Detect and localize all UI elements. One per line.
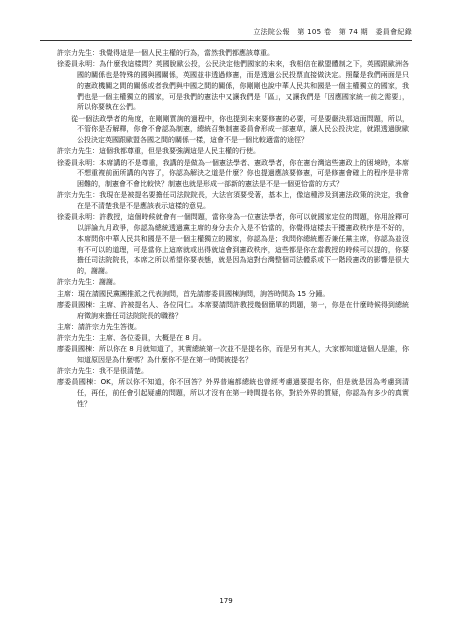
header-divider [40,40,412,41]
transcript-body [57,48,409,410]
transcript-paragraph: 徐委員永明：本席講的不是尊重，我講的是做為一個憲法學者、憲政學者，你在憲台灣這些憲政上的困境時，本席不想重複前面所講的內容了，你認為解決之道是什麼？你也提過應該要修憲，可是修憲會確上的程序是非常困難的，制憲會不會比較快？制憲也就是形成一部新的憲法是不是一個更恰當的方式？ [57,158,409,189]
transcript-paragraph: 許宗力先生：我不是很清楚。 [57,367,148,376]
page-header [248,27,412,37]
transcript-paragraph: 從一個法政學者的角度，在剛剛質詢的過程中，你也提到未來要修憲的必要，可是要嚴決那這面問題，所以，不管你是否解釋，你會不會認為制憲，總統召集制憲委員會形成一部憲草，讓人民公投決定，就跟透過脫歐公投決定英國跟歐盟各國之間的關係一樣，這會不是一個比較適當的途徑？ [57,114,409,145]
transcript-paragraph: 許宗力先生：這個我都尊重，但是我要強調這是人民主權的行使。 [57,147,260,156]
transcript-paragraph: 許宗力先生：我現在是被提名要擔任司法院院長，大法官須要受著，基本上，像這種涉及到憲法政策的決定，我會在是不清楚我是不是應該表示這樣的意見。 [57,191,409,211]
section-title: 委員會紀錄 [375,28,412,36]
publication-name: 立法院公報 [253,28,290,36]
issue-number: 第 74 期 [338,28,368,36]
transcript-paragraph: 廖委員國棟：OK，所以你不知道，你不回答？外界普遍都總統也曾經考慮過要提名你，但是就是因為考慮到清任，再任，前任會引起疑慮的問題，所以才沒有在第一時間提名你，對於外界的質疑，你認為有多少的真實性？ [57,378,409,408]
transcript-paragraph: 主席：請許宗力先生答復。 [57,322,141,331]
transcript-paragraph: 徐委員永明：為什麼我這樣問？英國脫歐公投，公民決定他們國家的未來，我相信在歐盟體制之下，英國跟歐洲各國的關係也是特殊的國與國關係，英國並非透過修憲，而是透過公民投票直接做決定。照釐是我們兩面是只的憲政機關之間的關係或者我們與中國之間的關係，你剛剛也說中華人民共和國是一個主權獨立的國家，我們也是一個主權獨立的國家，可是我們的憲法中又讓我們是「區」，又讓我們是「因應國家統一前之需要」，所以你要執在公們。 [57,60,409,112]
transcript-paragraph: 徐委員永明：許教授，這個時候就會有一個問題，當你身為一位憲法學者，你可以就國家定位的問題，你用詮釋可以評論九月政爭，你認為總統透過黨主席的身分去介入是不恰當的，你覺得這樣去干擾憲政秩序是不好的，本席問你中華人民共和國是不是一個主權獨立的國家，你認為是；我問你總統應否兼任黨主席，你認為並沒有不可以的道理，可是當你上這席就或出得就這會到憲政秩序，這些都是你在當教授的時候可以提的，你要擔任司法院院長，本席之所以希望你要表態，就是因為這對台灣整個司法體系或下一階段憲改的影響是很大的，謝謝。 [57,213,409,276]
transcript-paragraph: 許宗力先生：主席、各位委員，大概是在 8 月。 [57,334,206,343]
transcript-paragraph: 許宗力先生：我覺得這是一個人民主權的行為，當然我們都應該尊重。 [57,49,274,57]
page-number: 179 [219,597,233,605]
transcript-paragraph: 主席：現在請國民黨團推派之代表詢問，首先請廖委員國棟詢問，詢答時間為 15 分鐘。 [57,289,330,298]
transcript-paragraph: 廖委員國棟：所以你在 8 月就知道了，其實總統第一次並不是提名你，而是另有其人，大家都知道這個人是誰，你知道原因是為什麼嗎？為什麼你不是在第一時間被提名？ [57,345,409,364]
transcript-paragraph: 許宗力先生：謝謝。 [57,278,120,287]
volume-number: 第 105 卷 [297,28,332,36]
transcript-paragraph: 廖委員國棟：主席、許被提名人、各位同仁。本席要請問許教授幾個簡單的問題，第一，你是在什麼時候得到總統府徵詢來擔任司法院院長的職務？ [57,300,409,320]
